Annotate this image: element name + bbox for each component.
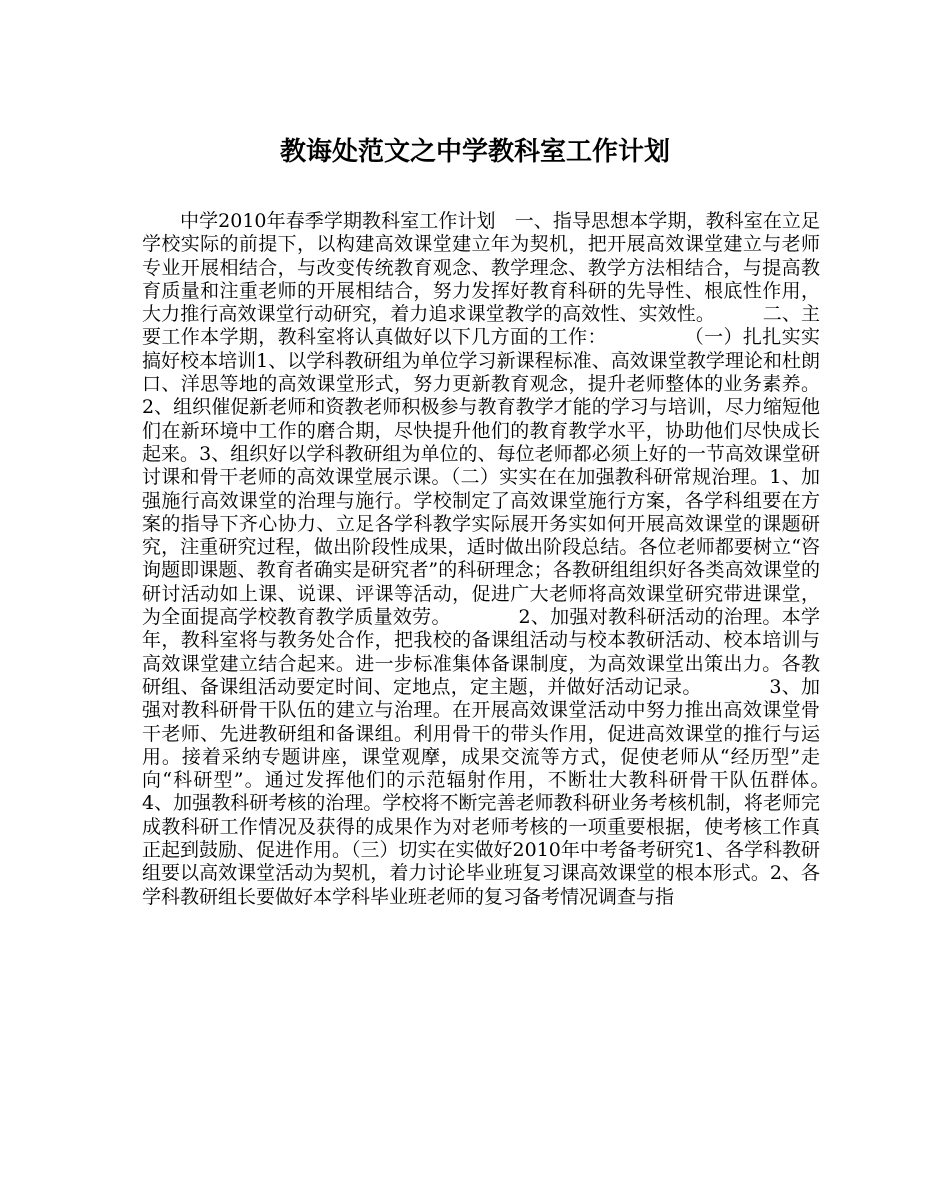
- document-title: 教诲处范文之中学教科室工作计划: [279, 137, 670, 167]
- document-body-text: 中学2010年春季学期教科室工作计划 一、指导思想本学期，教科室在立足学校实际的前提下，以构建高效课堂建立年为契机，把开展高效课堂建立与老师专业开展相结合，与改变传统教育观念、教学理念、教学方法相结合，与提高教育质量和注重老师的开展相结合，努力发挥好教育科研的先导性、根底性作用，大力推行高效课堂行动研究，着力追求课堂教学的高效性、实效性。 二、主要工作本学期，教科室将认真做好以下几方面的工作： （一）扎扎实实搞好校本培训1、以学科教研组为单位学习新课程标准、高效课堂教学理论和杜朗口、洋思等地的高效课堂形式，努力更新教育观念，提升老师整体的业务素养。2、组织催促新老师和资教老师积极参与教育教学才能的学习与培训，尽力缩短他们在新环境中工作的磨合期，尽快提升他们的教育教学水平，协助他们尽快成长起来。3、组织好以学科教研组为单位的、每位老师都必须上好的一节高效课堂研讨课和骨干老师的高效课堂展示课。（二）实实在在加强教科研常规治理。1、加强施行高效课堂的治理与施行。学校制定了高效课堂施行方案，各学科组要在方案的指导下齐心协力、立足各学科教学实际展开务实如何开展高效课堂的课题研究，注重研究过程，做出阶段性成果，适时做出阶段总结。各位老师都要树立“咨询题即课题、教育者确实是研究者”的科研理念；各教研组组织好各类高效课堂的研讨活动如上课、说课、评课等活动，促进广大老师将高效课堂研究带进课堂，为全面提高学校教育教学质量效劳。 2、加强对教科研活动的治理。本学年，教科室将与教务处合作，把我校的备课组活动与校本教研活动、校本培训与高效课堂建立结合起来。进一步标准集体备课制度，为高效课堂出策出力。各教研组、备课组活动要定时间、定地点，定主题，并做好活动记录。 3、加强对教科研骨干队伍的建立与治理。在开展高效课堂活动中努力推出高效课堂骨干老师、先进教研组和备课组。利用骨干的带头作用，促进高效课堂的推行与运用。接着采纳专题讲座，课堂观摩，成果交流等方式，促使老师从“经历型”走向“科研型”。通过发挥他们的示范辐射作用，不断壮大教科研骨干队伍群体。 4、加强教科研考核的治理。学校将不断完善老师教科研业务考核机制，将老师完成教科研工作情况及获得的成果作为对老师考核的一项重要根据，使考核工作真正起到鼓励、促进作用。（三）切实在实做好2010年中考备考研究1、各学科教研组要以高效课堂活动为契机，着力讨论毕业班复习课高效课堂的根本形式。2、各学科教研组长要做好本学科毕业班老师的复习备考情况调查与指: [142, 210, 897, 908]
